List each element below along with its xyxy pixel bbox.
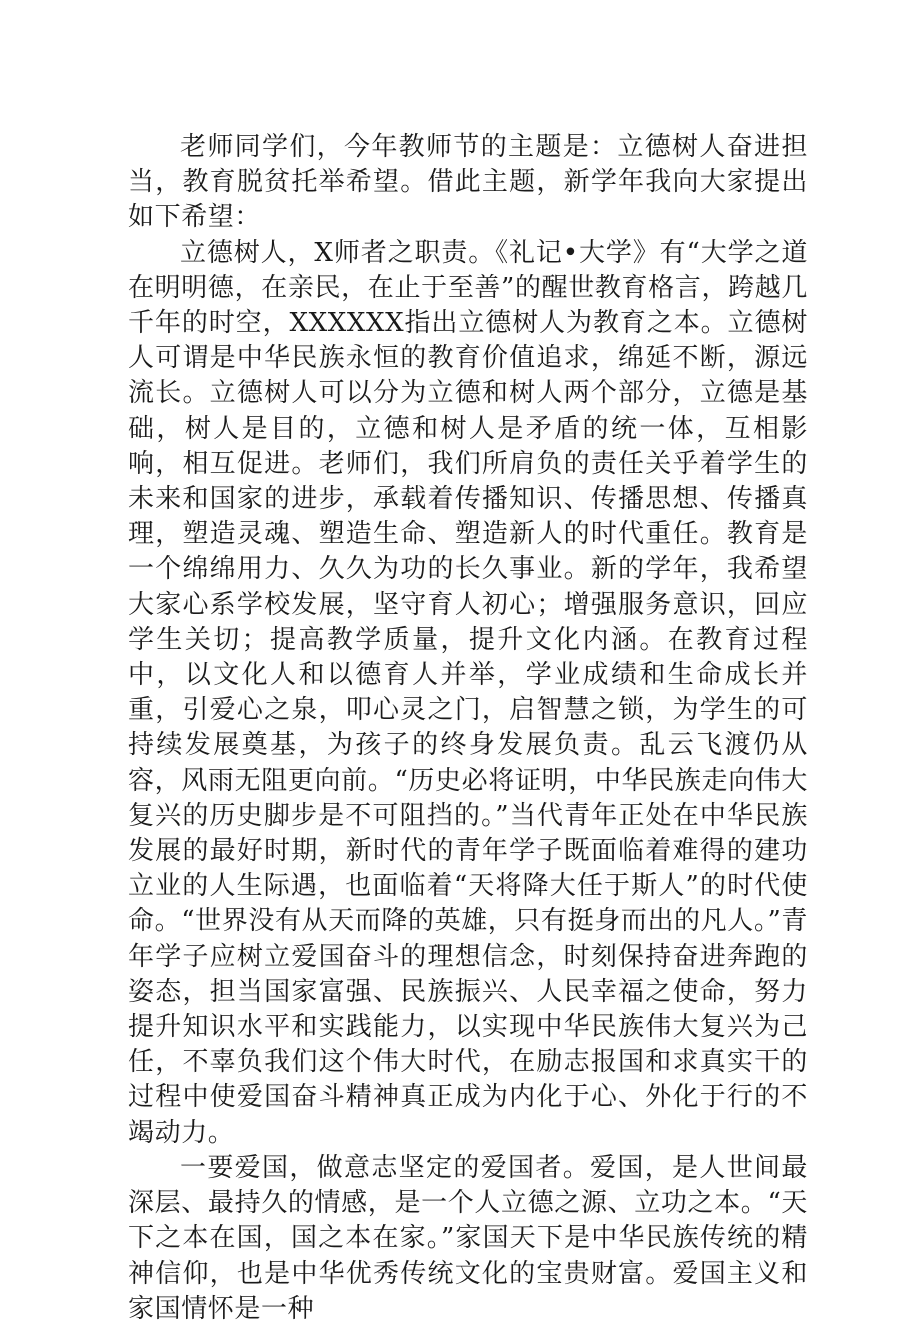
paragraph-greeting: 老师同学们，今年教师节的主题是：立德树人奋进担当，教育脱贫托举希望。借此主题，新学年我向大家提出如下希望： — [128, 132, 808, 233]
paragraph-lide-shuren: 立德树人，X师者之职责。《礼记•大学》有“大学之道在明明德，在亲民，在止于至善”的醒世教育格言，跨越几千年的时空，XXXXXX指出立德树人为教育之本。立德树人可谓是中华民族永恒的教育价值追求，绵延不断，源远流长。立德树人可以分为立德和树人两个部分，立德是基础，树人是目的，立德和树人是矛盾的统一体，互相影响，相互促进。老师们，我们所肩负的责任关乎着学生的未来和国家的进步，承载着传播知识、传播思想、传播真理，塑造灵魂、塑造生命、塑造新人的时代重任。教育是一个绵绵用力、久久为功的长久事业。新的学年，我希望大家心系学校发展，坚守育人初心；增强服务意识，回应学生关切；提高教学质量，提升文化内涵。在教育过程中，以文化人和以德育人并举，学业成绩和生命成长并重，引爱心之泉，叩心灵之门，启智慧之锁，为学生的可持续发展奠基，为孩子的终身发展负责。乱云飞渡仍从容，风雨无阻更向前。“历史必将证明，中华民族走向伟大复兴的历史脚步是不可阻挡的。”当代青年正处在中华民族发展的最好时期，新时代的青年学子既面临着难得的建功立业的人生际遇，也面临着“天将降大任于斯人”的时代使命。“世界没有从天而降的英雄，只有挺身而出的凡人。”青年学子应树立爱国奋斗的理想信念，时刻保持奋进奔跑的姿态，担当国家富强、民族振兴、人民幸福之使命，努力提升知识水平和实践能力，以实现中华民族伟大复兴为己任，不辜负我们这个伟大时代，在励志报国和求真实干的过程中使爱国奋斗精神真正成为内化于心、外化于行的不竭动力。 — [128, 237, 808, 1148]
paragraph-patriotism: 一要爱国，做意志坚定的爱国者。爱国，是人世间最深层、最持久的情感，是一个人立德之源、立功之本。“天下之本在国，国之本在家。”家国天下是中华民族传统的精神信仰，也是中华优秀传统文化的宝贵财富。爱国主义和家国情怀是一种 — [128, 1152, 808, 1324]
document-body — [128, 130, 808, 1327]
